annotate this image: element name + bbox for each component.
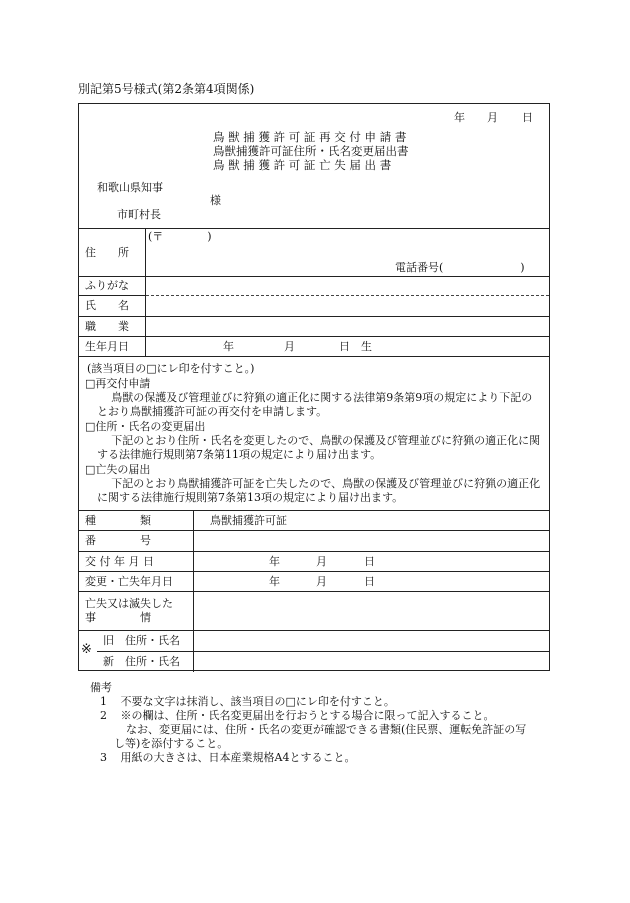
note-text: し等)を添付すること。 bbox=[114, 737, 229, 750]
title-change: 鳥獣捕獲許可証住所・氏名変更届出書 bbox=[213, 144, 409, 158]
notes-heading: 備考 bbox=[90, 681, 112, 694]
form-caption: 別記第5号様式(第2条第4項関係) bbox=[78, 82, 255, 96]
issue-month: 月 bbox=[316, 555, 327, 568]
date-month: 月 bbox=[487, 111, 498, 124]
birthdate-label: 生年月日 bbox=[85, 340, 129, 353]
title-loss: 鳥 獣 捕 獲 許 可 証 亡 失 届 出 書 bbox=[213, 158, 392, 172]
option-loss-text: 下記のとおり鳥獣捕獲許可証を亡失したので、鳥獣の保護及び管理並びに狩猟の適正化に関する法律施行規則第7条第13項の規定により届け出ます。 bbox=[97, 477, 541, 504]
old-address-name-label: 旧 住所・氏名 bbox=[103, 634, 180, 647]
option-loss-checkbox[interactable]: □亡失の届出 bbox=[85, 463, 151, 476]
option-reissue-text: 鳥獣の保護及び管理並びに狩猟の適正化に関する法律第9条第9項の規定により下記のとおり鳥獣捕獲許可証の再交付を申請します。 bbox=[97, 391, 533, 418]
occupation-label: 職 業 bbox=[85, 320, 129, 333]
postal-code-field[interactable]: (〒 ) bbox=[148, 230, 212, 243]
date-day: 日 bbox=[522, 111, 533, 124]
type-value: 鳥獣捕獲許可証 bbox=[210, 514, 287, 527]
number-label: 番 号 bbox=[85, 534, 151, 547]
birth-day: 日 生 bbox=[339, 340, 372, 353]
change-year: 年 bbox=[269, 575, 280, 588]
notes-section bbox=[90, 681, 540, 765]
type-label: 種 類 bbox=[85, 514, 151, 527]
date-year: 年 bbox=[454, 111, 465, 124]
change-day: 日 bbox=[364, 575, 375, 588]
change-date-label: 変更・亡失年月日 bbox=[85, 575, 173, 588]
note-number: 2 bbox=[100, 709, 107, 722]
issue-date-label: 交 付 年 月 日 bbox=[85, 555, 154, 568]
loss-circumstance-label-2: 事 情 bbox=[85, 611, 151, 624]
addressee-mayor: 市町村長 bbox=[117, 208, 161, 221]
name-label: 氏 名 bbox=[85, 299, 129, 312]
note-number: 3 bbox=[100, 751, 107, 764]
application-form bbox=[78, 103, 550, 671]
option-change-text: 下記のとおり住所・氏名を変更したので、鳥獣の保護及び管理並びに狩猟の適正化に関する法律施行規則第7条第11項の規定により届け出ます。 bbox=[97, 434, 541, 461]
asterisk-mark: ※ bbox=[81, 642, 92, 657]
note-text: 用紙の大きさは、日本産業規格A4とすること。 bbox=[120, 751, 356, 764]
new-address-name-label: 新 住所・氏名 bbox=[103, 655, 180, 668]
address-label: 住 所 bbox=[85, 246, 129, 259]
note-text: ※の欄は、住所・氏名変更届出を行おうとする場合に限って記入すること。 bbox=[120, 709, 495, 722]
note-text: なお、変更届には、住所・氏名の変更が確認できる書類(住民票、運転免許証の写 bbox=[126, 723, 527, 736]
phone-number-field[interactable]: 電話番号( ) bbox=[395, 261, 525, 274]
addressee-honorific: 様 bbox=[210, 194, 221, 207]
note-number: 1 bbox=[100, 695, 107, 708]
change-month: 月 bbox=[316, 575, 327, 588]
check-instruction: (該当項目の□にレ印を付すこと。) bbox=[87, 362, 255, 375]
loss-circumstance-label-1: 亡失又は滅失した bbox=[85, 597, 173, 610]
option-change-checkbox[interactable]: □住所・氏名の変更届出 bbox=[85, 420, 206, 433]
issue-year: 年 bbox=[269, 555, 280, 568]
title-reissue: 鳥 獣 捕 獲 許 可 証 再 交 付 申 請 書 bbox=[213, 130, 407, 144]
birth-year: 年 bbox=[223, 340, 234, 353]
addressee-governor: 和歌山県知事 bbox=[97, 181, 163, 194]
birth-month: 月 bbox=[284, 340, 295, 353]
furigana-label: ふりがな bbox=[85, 279, 129, 292]
issue-day: 日 bbox=[364, 555, 375, 568]
note-text: 不要な文字は抹消し、該当項目の□にレ印を付すこと。 bbox=[120, 695, 395, 708]
option-reissue-checkbox[interactable]: □再交付申請 bbox=[85, 377, 151, 390]
